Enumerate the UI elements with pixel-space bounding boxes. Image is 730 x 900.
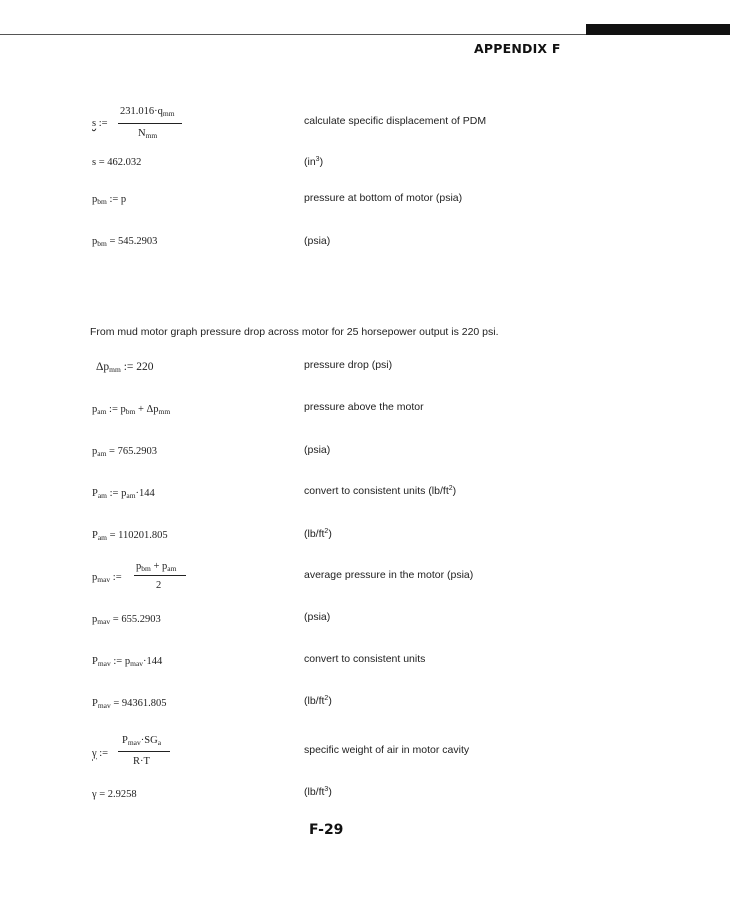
fraction-numerator: $P_{mav}\cdot SG_a$ xyxy=(122,735,162,747)
units: (psia) xyxy=(304,444,331,456)
description: pressure drop (psi) xyxy=(304,359,393,371)
intro-paragraph: From mud motor graph pressure drop across motor for 25 horsepower output is 220 psi. xyxy=(90,326,499,338)
description: average pressure in the motor (psia) xyxy=(304,569,474,581)
units: $(lb/ft^2)$ xyxy=(304,528,332,540)
description: calculate specific displacement of PDM xyxy=(304,115,487,127)
fraction-numerator: $p_{bm} + p_{am}$ xyxy=(136,561,177,573)
description: pressure at bottom of motor (psia) xyxy=(304,192,463,204)
fraction-denominator: $N_{mm}$ xyxy=(138,128,158,140)
fraction-bar xyxy=(118,751,170,752)
assign-operator: := xyxy=(98,118,108,129)
units: $(in^3)$ xyxy=(304,156,324,168)
units: $(lb/ft^3)$ xyxy=(304,786,332,798)
description: convert to consistent units xyxy=(304,653,426,665)
fraction-bar xyxy=(134,575,186,576)
description: specific weight of air in motor cavity xyxy=(304,744,470,756)
units: (psia) xyxy=(304,235,331,247)
appendix-header: APPENDIX F xyxy=(474,41,561,56)
header-rule-bar xyxy=(586,24,730,35)
description: convert to consistent units $(lb/ft^2)$ xyxy=(304,485,457,497)
fraction-numerator: $231.016\cdot q_{mm}$ xyxy=(120,106,175,118)
units: $(lb/ft^2)$ xyxy=(304,695,332,707)
variable-s: s xyxy=(92,118,97,129)
fraction-denominator: R·T xyxy=(133,756,150,767)
fraction-bar xyxy=(118,123,182,124)
fraction-denominator: 2 xyxy=(156,580,162,591)
page-number: F-29 xyxy=(309,822,344,838)
variable-gamma: γ xyxy=(92,748,97,759)
units: (psia) xyxy=(304,611,331,623)
description: pressure above the motor xyxy=(304,401,424,413)
